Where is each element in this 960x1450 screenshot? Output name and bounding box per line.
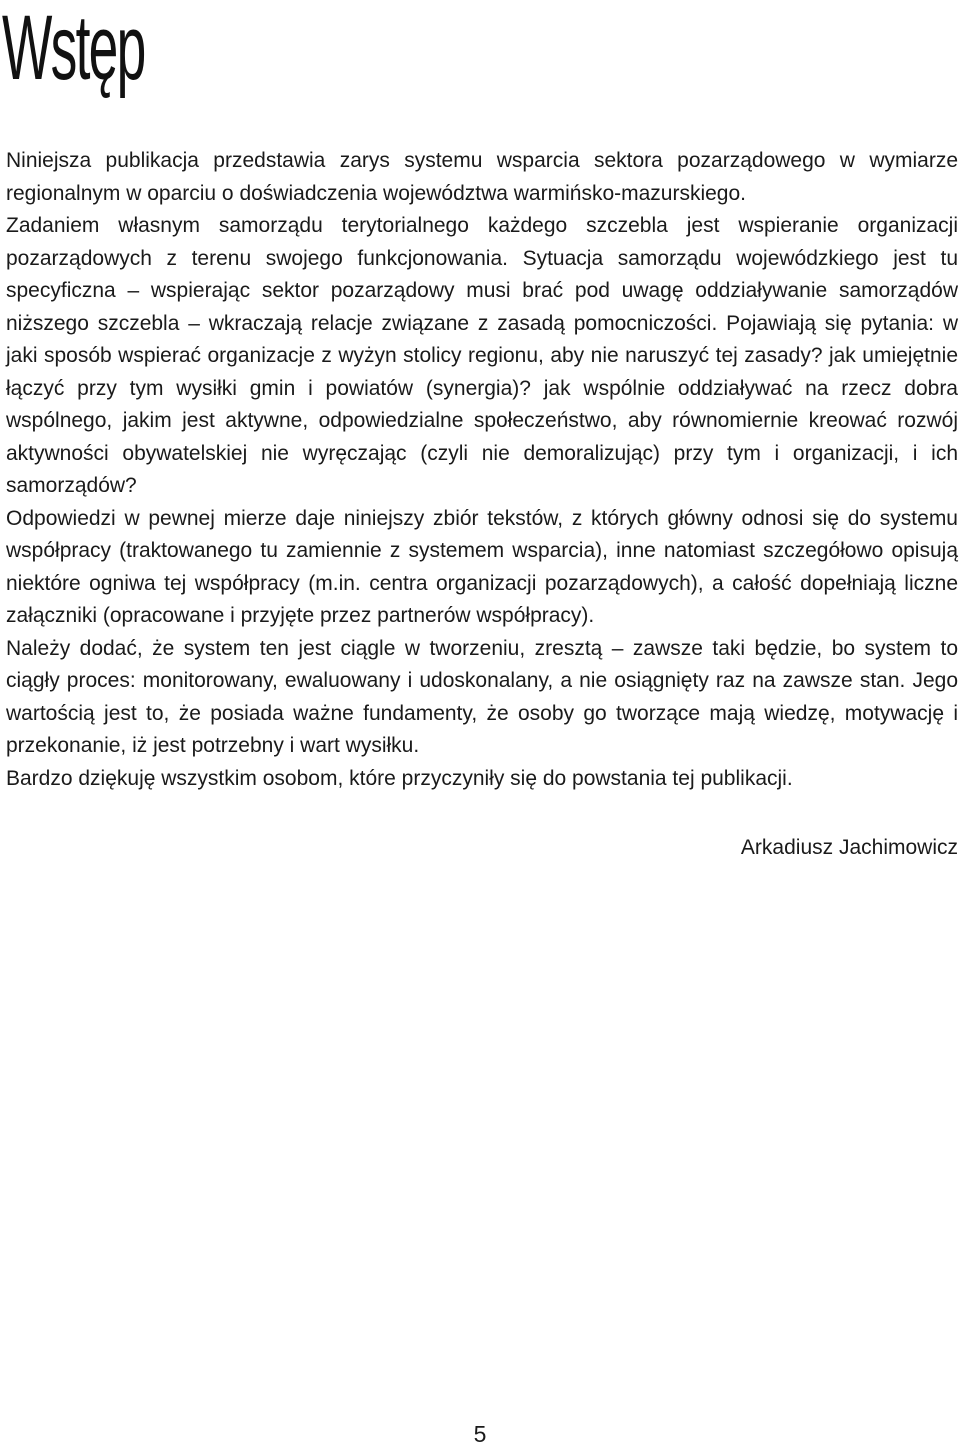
paragraph: Należy dodać, że system ten jest ciągle w tworzeniu, zresztą – zawsze taki będzie, bo system to ciągły proces: monitorowany, ewaluowany i udoskonalany, a nie osiągnięty raz na zawsze stan. Jego wartością jest to, że posiada ważne fundamenty, że osoby go tworzące mają wiedzę, motywację i przekonanie, iż jest potrzebny i wart wysiłku.	[6, 636, 958, 757]
body-text	[6, 145, 958, 795]
paragraph: Zadaniem własnym samorządu terytorialnego każdego szczebla jest wspieranie organizacji pozarządowych z terenu swojego funkcjonowania. Sytuacja samorządu wojewódzkiego jest tu specyficzna – wspierając sektor pozarządowy musi brać pod uwagę oddziaływanie samorządów niższego szczebla – wkraczają relacje związane z zasadą pomocniczości. Pojawiają się pytania: w jaki sposób wspierać organizacje z wyżyn stolicy regionu, aby nie naruszyć tej zasady? jak umiejętnie łączyć przy tym wysiłki gmin i powiatów (synergia)? jak wspólnie oddziaływać na rzecz dobra wspólnego, jakim jest aktywne, odpowiedzialne społeczeństwo, aby równomiernie kreować rozwój aktywności obywatelskiej nie wyręczając (czyli nie demoralizując) przy tym i organizacji, i ich samorządów?	[6, 214, 958, 497]
paragraph: Niniejsza publikacja przedstawia zarys systemu wsparcia sektora pozarządowego w wymiarze regionalnym w oparciu o doświadczenia województwa warmińsko-mazurskiego.	[6, 149, 958, 205]
author-signature: Arkadiusz Jachimowicz	[740, 836, 958, 859]
page-number: 5	[473, 1421, 487, 1447]
page-title: Wstęp	[2, 0, 145, 99]
paragraph: Bardzo dziękuję wszystkim osobom, które przyczyniły się do powstania tej publikacji.	[6, 766, 793, 790]
paragraph: Odpowiedzi w pewnej mierze daje niniejszy zbiór tekstów, z których główny odnosi się do systemu współpracy (traktowanego tu zamiennie z systemem wsparcia), inne natomiast szczegółowo opisują niektóre ogniwa tej współpracy (m.in. centra organizacji pozarządowych), a całość dopełniają liczne załączniki (opracowane i przyjęte przez partnerów współpracy).	[6, 506, 958, 627]
